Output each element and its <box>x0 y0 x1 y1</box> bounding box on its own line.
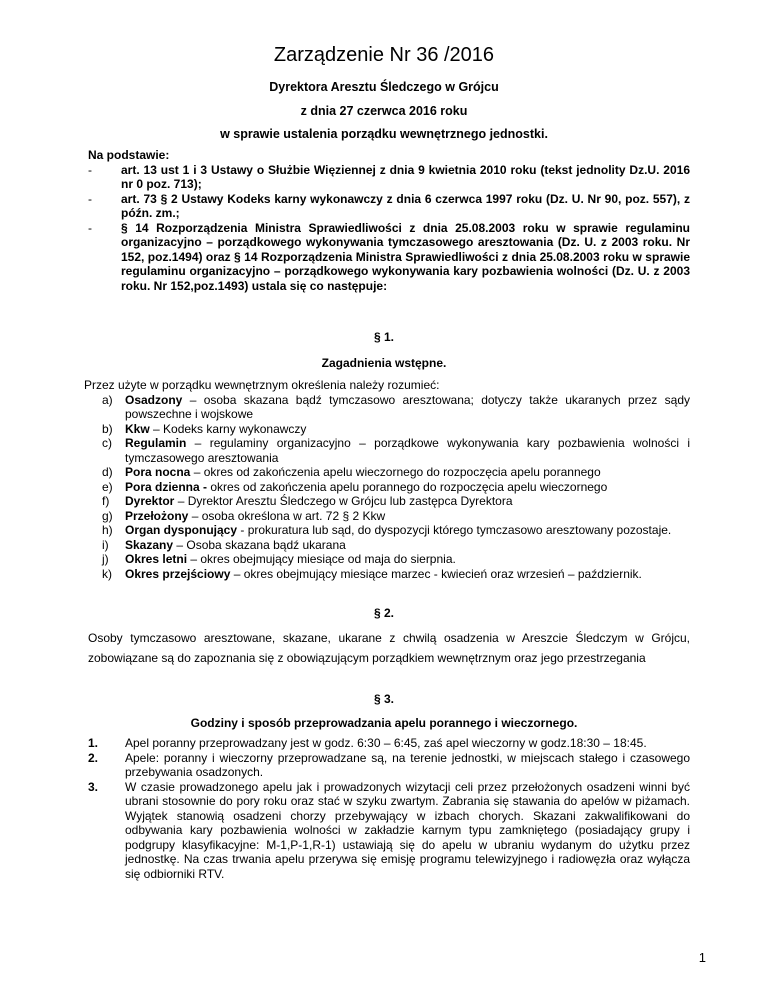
definition-term: Organ dysponujący <box>125 523 238 537</box>
section-1-number: § 1. <box>373 330 394 344</box>
definition-desc: – okres obejmujący miesiące marzec - kwiecień oraz wrzesień – październik. <box>230 566 642 581</box>
definition-item <box>88 494 690 509</box>
definition-desc: – Dyrektor Aresztu Śledczego w Grójcu lub zastępca Dyrektora <box>174 494 513 508</box>
definition-desc: - prokuratura lub sąd, do dyspozycji którego tymczasowo aresztowany pozostaje. <box>237 523 672 537</box>
basis-text: § 14 Rozporządzenia Ministra Sprawiedliwości z dnia 25.08.2003 roku w sprawie regulaminu organizacyjno – porządkowego wykonywania tymczasowego aresztowania (Dz. U. z 2003 roku. Nr 152, poz.1494) oraz § 14 Rozporządzenia Ministra Sprawiedliwości z dnia 25.08.2003 roku w sprawie regulaminu organizacyjno – porządkowego wykonywania kary pozbawienia wolności (Dz. U. z 2003 roku. Nr 152,poz.1493) ustala się co następuje: <box>121 220 690 293</box>
rule-number: 3. <box>88 779 99 794</box>
definition-letter: h) <box>102 523 113 537</box>
basis-item <box>88 163 690 192</box>
basis-text: art. 73 § 2 Ustawy Kodeks karny wykonawczy z dnia 6 czerwca 1997 roku (Dz. U. Nr 90, poz. 557), z późn. zm.; <box>121 191 690 220</box>
rule-text: Apele: poranny i wieczorny przeprowadzane są, na terenie jednostki, w miejscach stałego i czasowego przebywania osadzonych. <box>125 750 690 779</box>
legal-basis <box>88 148 690 293</box>
page-number: 1 <box>698 950 706 965</box>
definitions-list <box>84 378 690 581</box>
definition-term: Pora dzienna - <box>125 479 208 494</box>
definition-term: Okres przejściowy <box>125 566 231 581</box>
definition-desc: – okres od zakończenia apelu wieczornego do rozpoczęcia apelu porannego <box>190 465 601 479</box>
definition-desc: okres od zakończenia apelu porannego do rozpoczęcia apelu wieczornego <box>207 479 608 494</box>
definition-letter: f) <box>102 494 110 508</box>
definition-desc: – Kodeks karny wykonawczy <box>149 421 307 436</box>
rule-item <box>88 751 690 780</box>
section-1-heading: Zagadnienia wstępne. <box>321 356 447 370</box>
definition-term: Dyrektor <box>125 494 175 508</box>
definition-item <box>88 465 690 480</box>
basis-text: art. 13 ust 1 i 3 Ustawy o Służbie Więziennej z dnia 9 kwietnia 2010 roku (tekst jednolity Dz.U. 2016 nr 0 poz. 713); <box>121 162 690 191</box>
definition-term: Okres letni <box>125 552 188 566</box>
definition-letter: d) <box>102 465 113 479</box>
definition-item <box>88 509 690 524</box>
rule-number: 1. <box>88 736 99 750</box>
section-2-number: § 2. <box>373 606 394 620</box>
definition-desc: – regulaminy organizacyjno – porządkowe wykonywania kary pozbawienia wolności i tymczasowego aresztowania <box>125 436 690 465</box>
issuer-line: Dyrektora Aresztu Śledczego w Grójcu <box>269 80 499 94</box>
definition-item <box>88 567 690 582</box>
basis-item <box>88 221 690 294</box>
definition-desc: – osoba skazana bądź tymczasowo aresztowana; dotyczy także ukaranych przez sądy powszechne i wojskowe <box>125 392 690 421</box>
definition-term: Przełożony <box>125 508 189 523</box>
definition-item <box>88 523 690 538</box>
section-3-number: § 3. <box>373 692 394 706</box>
definition-item <box>88 480 690 495</box>
definition-letter: c) <box>102 436 112 450</box>
definition-desc: – Osoba skazana bądź ukarana <box>173 537 346 552</box>
definition-letter: j) <box>102 552 109 566</box>
definitions-intro: Przez użyte w porządku wewnętrznym określenia należy rozumieć: <box>84 378 440 392</box>
section-3-heading: Godziny i sposób przeprowadzania apelu porannego i wieczornego. <box>190 716 578 730</box>
definition-letter: b) <box>102 421 113 436</box>
rule-item <box>88 780 690 882</box>
basis-dash: - <box>88 220 92 235</box>
definition-letter: a) <box>102 392 113 407</box>
definition-item <box>88 538 690 553</box>
definition-term: Pora nocna <box>125 465 191 479</box>
definition-item <box>88 393 690 422</box>
rule-text: Apel poranny przeprowadzany jest w godz. 6:30 – 6:45, zaś apel wieczorny w godz.18:30 – 18:45. <box>125 736 647 750</box>
apel-rules-list <box>88 736 690 881</box>
definition-term: Osadzony <box>125 392 183 407</box>
subject-line: w sprawie ustalenia porządku wewnętrznego jednostki. <box>220 127 548 141</box>
definition-desc: – osoba określona w art. 72 § 2 Kkw <box>188 508 386 523</box>
definition-letter: k) <box>102 566 112 581</box>
definition-term: Skazany <box>125 537 174 552</box>
definition-letter: i) <box>102 537 109 552</box>
basis-intro: Na podstawie: <box>88 148 170 162</box>
definition-term: Kkw <box>125 421 150 436</box>
definition-desc: – okres obejmujący miesiące od maja do sierpnia. <box>187 552 456 566</box>
rule-number: 2. <box>88 750 99 765</box>
rule-text: W czasie prowadzonego apelu jak i prowadzonych wizytacji celi przez przełożonych osadzeni winni być ubrani stosownie do pory roku oraz stać w szyku zwartym. Zabrania się stawania do apelów w piżamach. Wyjątek stanowią osadzeni chorzy przebywający w izbach chorych. Skazani zakwalifikowani do odbywania kary pozbawienia wolności w zakładzie karnym typu zamkniętego (posiadający grupy i podgrupy klasyfikacyjne: M-1,P-1,R-1) ustawiają się do apelu w ubraniu wydanym do użytku przez jednostkę. Na czas trwania apelu przerywa się emisję programu telewizyjnego i radiowęzła oraz wyłącza się odbiorniki RTV. <box>125 779 690 881</box>
document-title: Zarządzenie Nr 36 /2016 <box>273 44 495 66</box>
definition-term: Regulamin <box>125 436 187 450</box>
rule-item <box>88 736 690 751</box>
basis-dash: - <box>88 191 92 206</box>
definition-item <box>88 552 690 567</box>
definition-item <box>88 422 690 437</box>
date-line: z dnia 27 czerwca 2016 roku <box>300 104 468 118</box>
definition-item <box>88 436 690 465</box>
definition-letter: e) <box>102 479 113 494</box>
section-2-text: Osoby tymczasowo aresztowane, skazane, ukarane z chwilą osadzenia w Areszcie Śledczym w Grójcu, zobowiązane są do zapoznania się z obowiązującym porządkiem wewnętrznym oraz jego przestrzegania <box>88 631 690 665</box>
basis-item <box>88 192 690 221</box>
definition-letter: g) <box>102 508 113 523</box>
basis-dash: - <box>88 162 92 177</box>
